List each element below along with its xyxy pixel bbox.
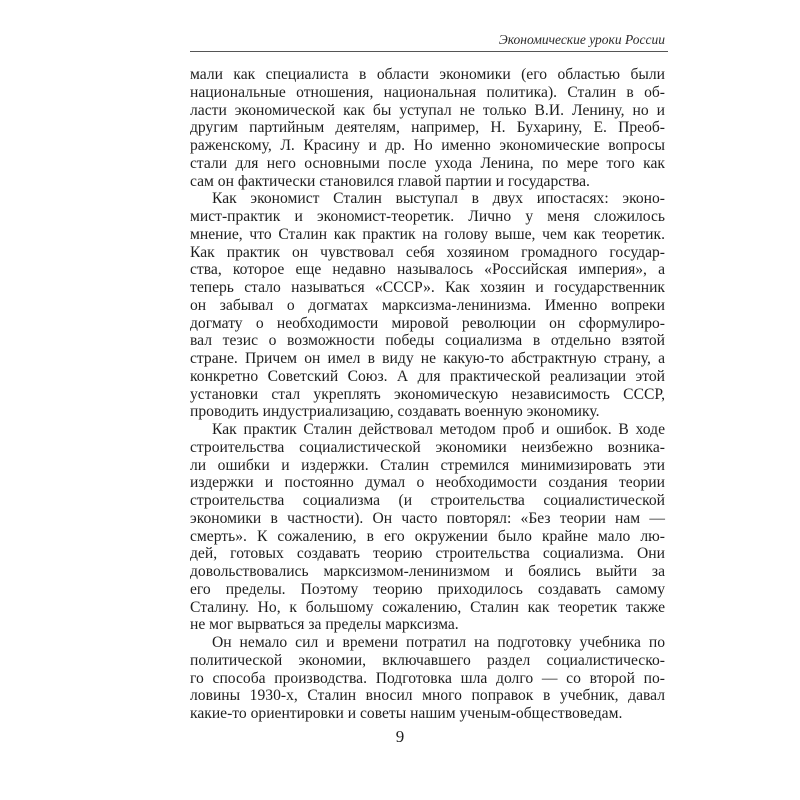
text-line: сам он фактически становился главой партии и государства.: [190, 172, 590, 190]
text-line: Он немало сил и времени потратил на подготовку учебника по: [212, 634, 665, 651]
page-number: 9: [395, 727, 405, 746]
text-line: экономики в частности). Он часто повторял: «Без теории нам —: [190, 509, 665, 527]
text-line: теперь стало называться «СССР». Как хозяин и государственник: [190, 279, 665, 296]
paragraph: [190, 190, 665, 421]
paragraph: [190, 634, 665, 723]
text-line: ловины 1930-х, Сталин вносил много поправок в учебник, давал: [190, 687, 665, 705]
header-rule: [190, 51, 668, 52]
paragraph: [190, 421, 665, 634]
text-line: строительства социалистической экономики неизбежно возника-: [190, 438, 665, 456]
text-line: мнение, что Сталин как практик на голову выше, чем как теоретик.: [190, 225, 665, 243]
text-line: мист-практик и экономист-теоретик. Лично у меня сложилось: [190, 208, 665, 225]
text-line: издержки и постоянно думал о необходимости создания теории: [190, 474, 665, 492]
text-line: его пределы. Поэтому теорию приходилось создавать самому: [190, 580, 665, 598]
text-line: вал тезис о возможности победы социализма в отдельно взятой: [190, 332, 665, 350]
text-line: ства, которое еще недавно называлось «Российская империя», а: [190, 261, 665, 279]
text-line: го способа производства. Подготовка шла долго — со второй по-: [190, 669, 665, 687]
text-line: строительства социализма (и строительства социалистической: [190, 492, 665, 509]
text-line: другим партийным деятелям, например, Н. Бухарину, Е. Преоб-: [190, 119, 665, 137]
text-line: мали как специалиста в области экономики (его областью были: [190, 66, 665, 83]
text-line: довольствовались марксизмом-ленинизмом и боялись выйти за: [190, 563, 665, 580]
text-line: установки стал укреплять экономическую независимость СССР,: [190, 385, 665, 403]
running-head: Экономические уроки России: [498, 32, 665, 47]
text-line: смерть». К сожалению, в его окружении было крайне мало лю-: [190, 527, 665, 545]
text-line: не мог вырваться за пределы марксизма.: [190, 616, 459, 634]
text-line: Как практик Сталин действовал методом проб и ошибок. В ходе: [212, 421, 665, 438]
page-body: [190, 66, 665, 723]
text-line: Как экономист Сталин выступал в двух ипостасях: эконо-: [212, 190, 665, 208]
text-line: Сталину. Но, к большому сожалению, Сталин как теоретик также: [190, 598, 665, 616]
text-line: стали для него основными после ухода Ленина, по мере того как: [190, 154, 665, 172]
text-line: Как практик он чувствовал себя хозяином громадного государ-: [190, 243, 665, 261]
text-line: раженскому, Л. Красину и др. Но именно экономические вопросы: [190, 137, 665, 154]
text-line: ласти экономической как бы уступал не только В.И. Ленину, но и: [190, 101, 665, 119]
text-line: проводить индустриализацию, создавать военную экономику.: [190, 403, 600, 421]
text-line: ли ошибки и издержки. Сталин стремился минимизировать эти: [190, 456, 665, 474]
text-line: конкретно Советский Союз. А для практической реализации этой: [190, 367, 665, 385]
text-line: догмату о необходимости мировой революции он сформулиро-: [190, 314, 665, 332]
text-line: он забывал о догматах марксизма-ленинизма. Именно вопреки: [190, 296, 665, 314]
paragraph: [190, 66, 665, 190]
text-line: дей, готовых создавать теорию строительства социализма. Они: [190, 545, 665, 563]
text-line: политической экономии, включавшего раздел социалистическо-: [190, 651, 665, 669]
text-line: какие-то ориентировки и советы нашим ученым-обществоведам.: [190, 705, 623, 722]
text-line: национальные отношения, национальная политика). Сталин в об-: [190, 83, 665, 101]
text-line: стране. Причем он имел в виду не какую-то абстрактную страну, а: [190, 350, 665, 367]
